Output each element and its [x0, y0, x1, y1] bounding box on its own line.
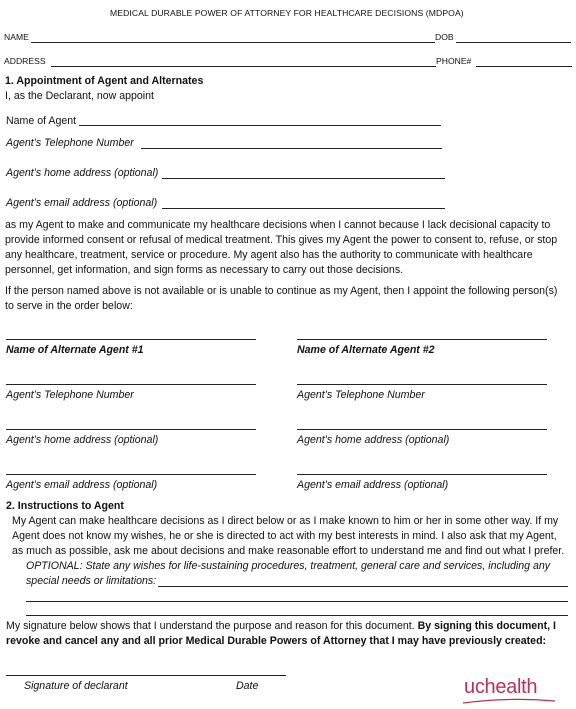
signature-of-declarant-label: Signature of declarant: [24, 680, 128, 692]
alt2-phone-field[interactable]: [297, 384, 547, 385]
address-field[interactable]: [51, 66, 436, 67]
agent-name-label: Name of Agent: [6, 115, 77, 127]
authority-line: provide informed consent or refusal of medical treatment. This gives my Agent the power to consent to, refuse, or stop: [5, 234, 558, 246]
alternate-intro-line: If the person named above is not available or is unable to continue as my Agent, then I appoint the following person(s): [5, 285, 558, 297]
signature-statement-bold: By signing this document, I: [417, 620, 556, 632]
alt1-address-label: Agent’s home address (optional): [6, 434, 159, 446]
alt2-name-field[interactable]: [297, 339, 547, 340]
agent-phone-field[interactable]: [141, 148, 442, 149]
alt1-email-label: Agent’s email address (optional): [6, 479, 158, 491]
authority-line: personnel, get information, and sign forms as necessary to carry out those decisions.: [5, 264, 404, 276]
signature-statement-bold: revoke and cancel any and all prior Medical Durable Powers of Attorney that I may have previously created:: [6, 635, 547, 648]
alt2-email-label: Agent’s email address (optional): [297, 479, 449, 491]
wishes-field-1[interactable]: [158, 586, 568, 587]
phone-label: PHONE#: [436, 56, 472, 66]
signature-statement-plain: My signature below shows that I understand the purpose and reason for this document.: [6, 620, 418, 632]
alt2-phone-label: Agent’s Telephone Number: [297, 389, 425, 401]
authority-line: any healthcare, treatment, service or procedure. My agent also has the authority to communicate with healthcare: [5, 249, 533, 261]
address-label: ADDRESS: [4, 56, 46, 66]
alt2-address-field[interactable]: [297, 429, 547, 430]
optional-wishes-line: OPTIONAL: State any wishes for life-sustaining procedures, treatment, general care and services, including any: [26, 560, 551, 572]
alt1-address-field[interactable]: [6, 429, 256, 430]
uchealth-logo: uchealth: [464, 676, 538, 698]
dob-field[interactable]: [456, 42, 571, 43]
agent-address-field[interactable]: [162, 178, 445, 179]
instruction-line: My Agent can make healthcare decisions as I direct below or as I make known to him or her in some other way. If my: [12, 515, 559, 527]
name-label: NAME: [4, 32, 29, 42]
section-1-heading: 1. Appointment of Agent and Alternates: [5, 75, 204, 87]
agent-email-field[interactable]: [162, 208, 445, 209]
section-2-heading: 2. Instructions to Agent: [6, 500, 124, 512]
instruction-line: as much as possible, ask me about decisions and make reasonable effort to understand me and find out what I prefer.: [12, 545, 565, 557]
alternate-intro-line: to serve in the order below:: [5, 300, 133, 312]
alt1-name-label: Name of Alternate Agent #1: [6, 344, 144, 356]
alt1-phone-field[interactable]: [6, 384, 256, 385]
alt1-phone-label: Agent’s Telephone Number: [6, 389, 134, 401]
name-field[interactable]: [31, 42, 435, 43]
phone-field[interactable]: [476, 66, 572, 67]
wishes-field-3[interactable]: [26, 615, 568, 616]
alt1-name-field[interactable]: [6, 339, 256, 340]
instruction-line: Agent does not know my wishes, he or she is directed to act with my best interests in mind. I also ask that my Agent,: [12, 530, 557, 542]
section-1-intro: I, as the Declarant, now appoint: [5, 90, 154, 102]
signature-field[interactable]: [6, 675, 286, 676]
logo-swoosh-icon: [461, 697, 557, 705]
alt2-address-label: Agent’s home address (optional): [297, 434, 450, 446]
dob-label: DOB: [435, 32, 454, 42]
wishes-field-2[interactable]: [26, 601, 568, 602]
agent-address-label: Agent’s home address (optional): [6, 167, 159, 179]
alt2-email-field[interactable]: [297, 474, 547, 475]
agent-phone-label: Agent’s Telephone Number: [6, 137, 134, 149]
date-label: Date: [236, 680, 259, 692]
agent-email-label: Agent’s email address (optional): [6, 197, 158, 209]
alt2-name-label: Name of Alternate Agent #2: [297, 344, 435, 356]
page-title: MEDICAL DURABLE POWER OF ATTORNEY FOR HEALTHCARE DECISIONS (MDPOA): [110, 8, 464, 18]
signature-statement: [6, 619, 572, 649]
optional-wishes-line: special needs or limitations:: [26, 575, 157, 587]
authority-line: as my Agent to make and communicate my healthcare decisions when I cannot because I lack decisional capacity to: [5, 219, 551, 231]
agent-name-field[interactable]: [79, 125, 441, 126]
alt1-email-field[interactable]: [6, 474, 256, 475]
